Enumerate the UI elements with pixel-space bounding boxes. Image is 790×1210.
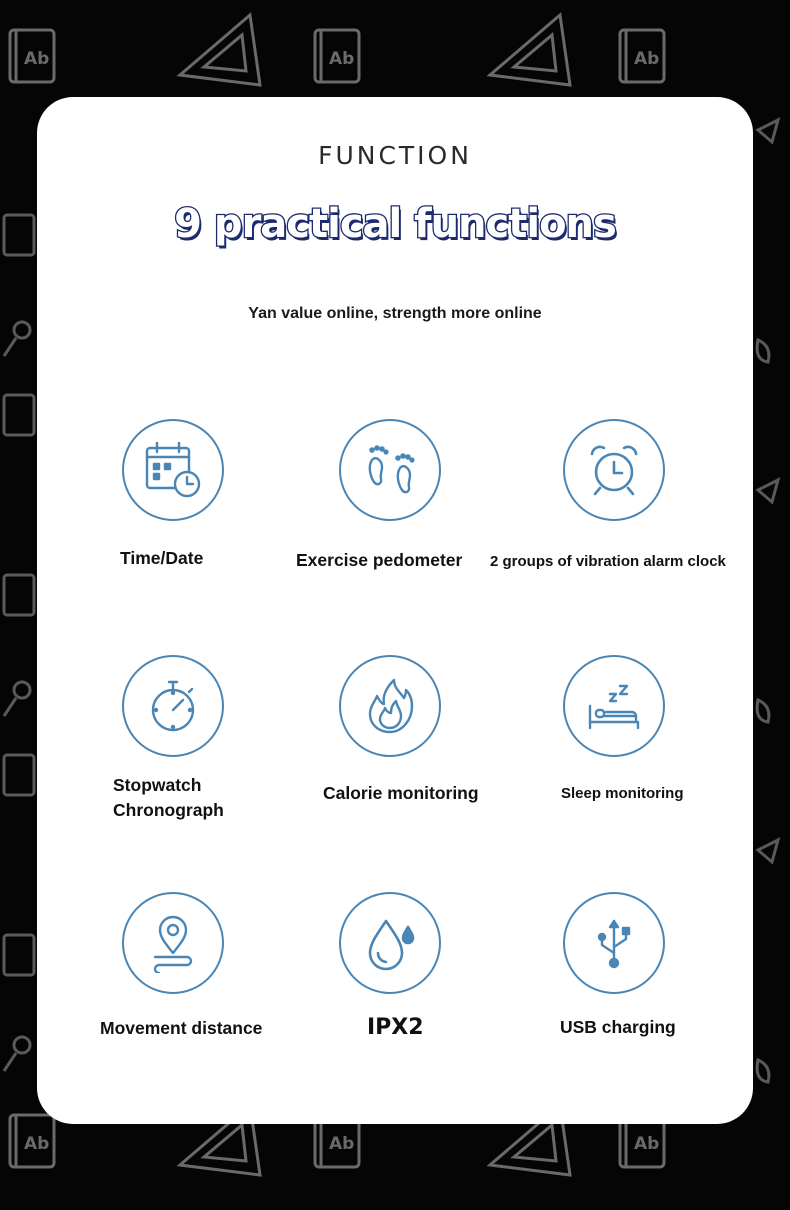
- feature-label-pedometer: Exercise pedometer: [296, 550, 463, 570]
- feature-label-stopwatch-line2: Chronograph: [113, 800, 224, 820]
- feature-label-time-date: Time/Date: [120, 548, 204, 568]
- water-drop-icon: [339, 892, 441, 994]
- feature-label-alarm-clock: 2 groups of vibration alarm clock: [490, 553, 726, 570]
- usb-icon: [563, 892, 665, 994]
- stopwatch-icon: [122, 655, 224, 757]
- feature-label-sleep: Sleep monitoring: [561, 785, 684, 802]
- page-title: 9 practical functions: [174, 201, 616, 247]
- calendar-clock-icon: [122, 419, 224, 521]
- flame-icon: [339, 655, 441, 757]
- alarm-clock-icon: [563, 419, 665, 521]
- feature-label-movement: Movement distance: [100, 1018, 263, 1038]
- page-subtitle: Yan value online, strength more online: [248, 305, 542, 322]
- functions-card: [37, 97, 753, 1124]
- feature-label-calorie: Calorie monitoring: [323, 783, 479, 803]
- location-pin-route-icon: [122, 892, 224, 994]
- section-eyebrow: FUNCTION: [318, 141, 472, 170]
- feature-label-ipx2: IPX2: [367, 1015, 424, 1040]
- footprints-icon: [339, 419, 441, 521]
- feature-label-usb: USB charging: [560, 1017, 676, 1037]
- sleeping-bed-icon: [563, 655, 665, 757]
- feature-label-stopwatch-line1: Stopwatch: [113, 775, 202, 795]
- feature-label-stopwatch: [113, 773, 224, 823]
